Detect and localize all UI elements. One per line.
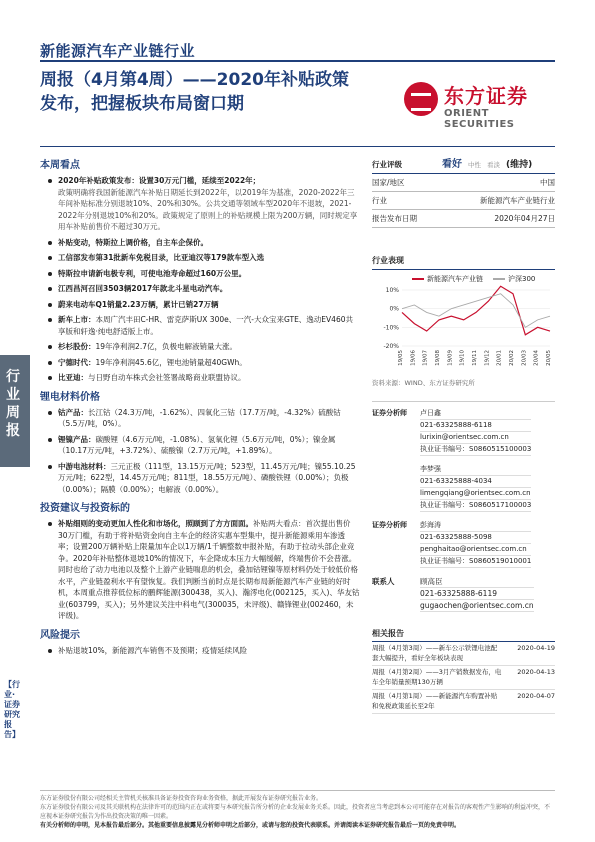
analyst-email[interactable]: penghaitao@orientsec.com.cn <box>420 544 531 556</box>
legend-label-index: 沪深300 <box>508 275 536 283</box>
analyst-phone: 021-63325888-4034 <box>420 476 531 488</box>
analyst-phone: 021-63325888-6118 <box>420 420 531 432</box>
risk-text: 补贴退坡10%，新能源汽车销售不及预期；疫情延续风险 <box>58 645 248 655</box>
analyst-name: 彭海涛 <box>420 520 531 532</box>
weekly-item <box>40 283 360 295</box>
materials-item-text: 长江钴（24.3万/吨，-1.62%）、四氧化三钴（17.7万/吨，-4.32%）硫酸钴（5.5万/吨，0%）。 <box>58 407 341 428</box>
materials-item-text: 碳酸锂（4.6万元/吨，-1.08%）、氢氧化锂（5.6万元/吨，0%）；镍金属（10.17万元/吨，+3.72%）、硫酸镍（2.7万元/吨，+1.89%）。 <box>58 434 336 455</box>
analyst-cert: 执业证书编号：S0860515100003 <box>420 444 531 456</box>
chart-title: 行业表现 <box>372 252 555 270</box>
x-tick-label: 19/07 <box>422 350 429 366</box>
related-title[interactable]: 周报（4月第1周）——新能源汽车购置补贴和免税政策延长至2年 <box>372 692 498 710</box>
x-tick-label: 19/09 <box>447 350 454 366</box>
analyst-email[interactable]: limengqiang@orientsec.com.cn <box>420 488 531 500</box>
invest-paragraph <box>40 518 360 622</box>
sidebar-label: 行业周报 <box>6 369 20 439</box>
related-date: 2020-04-13 <box>517 668 555 676</box>
analyst-info <box>420 464 531 512</box>
analyst-cert: 执业证书编号：S0860517100003 <box>420 500 531 512</box>
meta-row <box>372 174 555 192</box>
weekly-item-lead: 蔚来电动车Q1销量2.23万辆，累计已销27万辆 <box>58 299 219 309</box>
y-tick-label: 0% <box>389 305 399 313</box>
meta-list <box>372 174 555 228</box>
weekly-item-text: 本周广汽丰田C-HR、雷克萨斯UX 300e、一汽-大众宝来GTE、逸动EV460共享版和轩逸·纯电舒适版上市。 <box>58 315 353 336</box>
performance-chart <box>372 284 555 374</box>
logo-cn: 东方证券 <box>444 84 528 108</box>
weekly-item <box>40 314 360 337</box>
x-tick-label: 20/04 <box>533 350 540 366</box>
legend-label-sector: 新能源汽车产业链 <box>427 275 483 283</box>
analyst-block <box>372 401 555 568</box>
contact-role: 联系人 <box>372 577 395 586</box>
footer <box>40 790 555 830</box>
legend-item-sector <box>412 274 483 284</box>
analyst-entry <box>372 408 555 456</box>
weekly-list <box>40 175 360 384</box>
weekly-item-lead: 宁德时代： <box>58 357 96 367</box>
analyst-role <box>372 464 420 512</box>
related-item[interactable] <box>372 666 555 690</box>
rating-label: 行业评级 <box>372 160 402 169</box>
related-item[interactable] <box>372 642 555 666</box>
weekly-item-lead: 工信部发布第31批新车免税目录，比亚迪汉等179款车型入选 <box>58 253 265 262</box>
analyst-cert: 执业证书编号：S0860519010001 <box>420 556 531 568</box>
weekly-item-text: 与日野自动车株式会社签署战略商业联盟协议。 <box>88 373 246 382</box>
x-tick-label: 20/03 <box>521 350 528 366</box>
y-tick-label: -20% <box>383 343 399 350</box>
meta-value: 新能源汽车产业链行业 <box>480 196 555 205</box>
y-tick-label: -10% <box>383 324 399 332</box>
contact-info <box>420 576 534 612</box>
weekly-item-text: 19年净利润45.6亿，锂电池销量超40GWh。 <box>95 357 247 367</box>
weekly-item <box>40 299 360 311</box>
weekly-item-lead: 补贴变动，特斯拉上调价格，自主车企保价。 <box>58 237 208 247</box>
materials-item-text: 三元正极（111型，13.15万元/吨；523型，11.45万元/吨；镍55.10.25万元/吨；622型，14.45万元/吨；811型，18.55万元/吨）、磷酸铁锂（0.00%）；负极（0.00%）；隔膜（0.00%）；电解液（0.00%）。 <box>58 461 356 494</box>
meta-key: 行业 <box>372 196 387 205</box>
rating-option-neutral: 中性 <box>468 161 481 169</box>
legend-swatch-index <box>493 278 505 280</box>
related-heading: 相关报告 <box>372 628 555 642</box>
analyst-info <box>420 520 531 568</box>
main-content <box>40 152 360 660</box>
related-date: 2020-04-07 <box>517 692 555 700</box>
materials-heading: 锂电材料价格 <box>40 391 100 403</box>
invest-lead: 补贴细则的变动更加人性化和市场化，照顾到了方方面面。 <box>58 519 253 528</box>
meta-key: 国家/地区 <box>372 178 405 187</box>
chart-legend <box>412 274 555 284</box>
analyst-entry <box>372 520 555 568</box>
top-rule <box>40 60 555 62</box>
weekly-item <box>40 357 360 369</box>
materials-list <box>40 407 360 496</box>
materials-item-lead: 锂镍产品： <box>58 434 96 444</box>
materials-item <box>40 461 360 496</box>
section-divider <box>40 146 555 147</box>
x-tick-label: 20/05 <box>546 350 552 366</box>
legend-swatch-sector <box>412 278 424 280</box>
x-tick-label: 19/12 <box>484 350 491 366</box>
x-tick-label: 19/06 <box>410 350 417 366</box>
weekly-item-text: 19年净利润2.7亿，负极电解液销量大涨。 <box>95 342 237 351</box>
meta-value: 中国 <box>540 178 555 187</box>
rating-hold: (维持) <box>506 160 533 170</box>
analyst-role: 证券分析师 <box>372 409 407 417</box>
analyst-name: 卢日鑫 <box>420 408 531 420</box>
meta-row <box>372 210 555 228</box>
x-tick-label: 19/08 <box>435 350 441 366</box>
weekly-item-lead: 2020年补贴政策发布：设置30万元门槛，延续至2022年； <box>58 176 261 185</box>
contact <box>372 576 555 612</box>
analyst-entry <box>372 464 555 512</box>
weekly-item-lead: 比亚迪： <box>58 373 88 382</box>
related-date: 2020-04-19 <box>517 644 555 652</box>
weekly-item-lead: 杉杉股份： <box>58 342 96 351</box>
logo-en: ORIENT SECURITIES <box>444 108 515 130</box>
analyst-phone: 021-63325888-5098 <box>420 532 531 544</box>
x-tick-label: 19/10 <box>459 350 466 366</box>
risk-item <box>40 645 360 657</box>
contact-phone: 021-63325888-6119 <box>420 588 534 600</box>
chart-source: 资料来源：WIND、东方证券研究所 <box>372 379 475 387</box>
materials-item <box>40 434 360 457</box>
x-tick-label: 19/05 <box>398 350 404 366</box>
side-panel <box>372 152 555 714</box>
materials-item <box>40 407 360 430</box>
rating-value: 看好 <box>442 159 462 170</box>
materials-item-lead: 钴产品： <box>58 407 88 417</box>
weekly-item <box>40 268 360 280</box>
related-title[interactable]: 周报（4月第2周）——3月产销数据发布，电车全年销量预期130万辆 <box>372 668 502 686</box>
analyst-email[interactable]: lurixin@orientsec.com.cn <box>420 432 531 444</box>
weekly-item-lead: 特斯拉申请新电极专利，可使电池寿命超过160万公里。 <box>58 268 247 278</box>
logo-mark-icon <box>404 82 438 116</box>
page-title: 周报（4月第4周）——2020年补贴政策发布，把握板块布局窗口期 <box>40 70 349 114</box>
materials-item-lead: 中游电池材料： <box>58 461 111 471</box>
weekly-heading: 本周看点 <box>40 160 80 171</box>
related-title[interactable]: 周报（4月第3周）——新车公示铁锂电池配套大幅提升，看好全年板块表现 <box>372 644 498 662</box>
y-tick-label: 10% <box>385 287 399 294</box>
contact-email[interactable]: gugaochen@orientsec.com.cn <box>420 601 534 610</box>
x-tick-label: 20/02 <box>509 350 515 366</box>
rating-option-bearish: 看淡 <box>487 161 500 169</box>
related-list <box>372 642 555 714</box>
footer-line-1: 东方证券股份有限公司经相关主管机关核准具备证券投资咨询业务资格，据此开展发布证券研究报告业务。 <box>40 795 323 802</box>
invest-body: 补贴两大看点：首次提出售价30万门槛，有助于将补贴资金向自主车企的经济实惠车型集中，提升新能源乘用车渗透率；设置200万辆补贴上限量加车企以1万辆/1千辆整数申报补贴，有助于拉动头部企业竞争。2020年补贴整体退坡10%的情况下，车企降成本压力大幅缓解，终端售价不会普涨。同时也给了动力电池以及整个上游产业链喘息的机会，叠加钴锂镍等原材料仍处于较低价格水平，产业链盈利水平有望恢复。我们判断当前时点是长期布局新能源汽车产业链的好时机，本周重点推荐低位标的鹏辉能源(300438，买入)、瀚澪电化(002125，买入)、华友钴业(603799，买入)；另外建议关注中科电气(300035，未评级)、赣锋锂业(002460，未评级)。 <box>58 519 360 620</box>
x-tick-label: 19/11 <box>472 350 478 366</box>
meta-value: 2020年04月27日 <box>494 214 555 223</box>
footer-line-2: 东方证券股份有限公司及其关联机构在法律许可的范围内正在或将要与本研究报告所分析的企业发展业务关系。因此，投资者应当考虑到本公司可能存在对报告的客观性产生影响的利益冲突，不应视本证券研究报告为作出投资决策的唯一因素。 <box>40 804 551 820</box>
weekly-item-lead: 江西昌河召回3503辆2017年款北斗星电动汽车。 <box>58 284 228 293</box>
meta-key: 报告发布日期 <box>372 214 417 223</box>
weekly-item <box>40 237 360 249</box>
weekly-item-text: 政策明确将我国新能源汽车补贴日期延长到2022年，以2019年为基准，2020-2022年三年间补贴标准分别退坡10%、20%和30%。公共交通等领域车型2020年不退坡，2021-2022年分别退坡10%和20%。政策规定了原则上的补贴规模上限为200万辆，同时规定享用车补贴前售价不超过30万元。 <box>58 187 358 231</box>
x-tick-label: 20/01 <box>496 350 503 366</box>
weekly-item <box>40 175 360 233</box>
series-line-1 <box>402 294 550 328</box>
footer-line-3: 有关分析师的申明，见本报告最后部分。其他重要信息披露见分析师申明之后部分，或请与您的投资代表联系。并请阅读本证券研究报告最后一页的免责申明。 <box>40 822 461 829</box>
risk-heading: 风险提示 <box>40 629 80 641</box>
invest-heading: 投资建议与投资标的 <box>40 503 130 514</box>
contact-name: 顾高臣 <box>420 576 534 588</box>
meta-row <box>372 192 555 210</box>
weekly-item-lead: 新车上市： <box>58 315 96 324</box>
related-item[interactable] <box>372 690 555 714</box>
analyst-role: 证券分析师 <box>372 521 407 529</box>
weekly-item <box>40 372 360 384</box>
weekly-item <box>40 252 360 264</box>
analyst-info <box>420 408 531 456</box>
sector-title: 新能源汽车产业链行业 <box>40 42 196 60</box>
brand-logo <box>396 74 556 132</box>
analyst-name: 李梦强 <box>420 464 531 476</box>
legend-item-index <box>493 274 535 284</box>
sidebar-bottom-label: 【行业·证券研究报告】 <box>4 680 20 739</box>
weekly-item <box>40 341 360 353</box>
rating-row <box>372 152 555 174</box>
